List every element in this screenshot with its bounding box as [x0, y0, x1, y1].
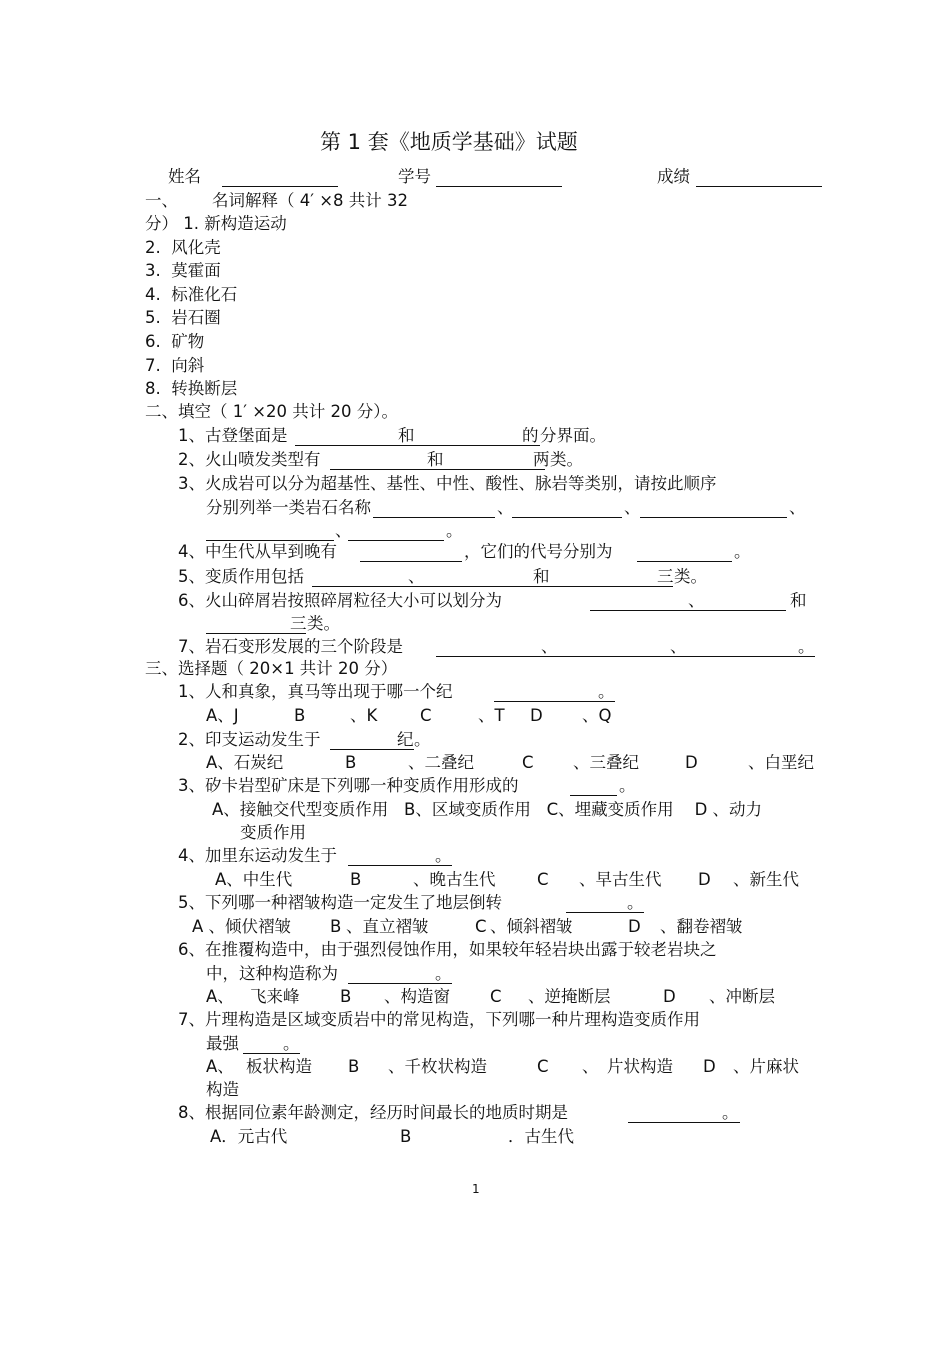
- option-a[interactable]: A、中生代: [215, 870, 293, 889]
- id-label: 学号: [398, 167, 431, 186]
- answer-blank[interactable]: [295, 425, 540, 446]
- option-b[interactable]: B: [345, 753, 357, 772]
- question-text: 2、印支运动发生于: [178, 730, 321, 749]
- section-2-heading: [0, 401, 950, 423]
- option-a[interactable]: A 、倾伏褶皱: [192, 917, 292, 936]
- question-text: 1、人和真象，真马等出现于哪一个纪: [178, 682, 453, 701]
- term: 4. 标准化石: [145, 285, 238, 304]
- question-text: 6、在推覆构造中，由于强烈侵蚀作用，如果较年轻岩块出露于较老岩块之: [178, 940, 717, 959]
- question-text: 4、中生代从早到晚有: [178, 542, 337, 561]
- option-d[interactable]: D: [663, 987, 676, 1006]
- option-a-text[interactable]: 板状构造: [246, 1057, 312, 1076]
- option-a[interactable]: A、石炭纪: [206, 753, 284, 772]
- name-field[interactable]: [222, 166, 338, 187]
- separator: 。: [619, 776, 636, 795]
- fill-question-7: [0, 636, 950, 658]
- term: 2. 风化壳: [145, 238, 221, 257]
- choice-options: [0, 916, 950, 938]
- choice-options: [0, 822, 950, 844]
- choice-question-7: [0, 1009, 950, 1031]
- option-b-text[interactable]: 、K: [350, 706, 378, 725]
- connector: 和: [398, 426, 415, 445]
- separator: 、: [335, 521, 352, 540]
- option-b[interactable]: B: [330, 917, 342, 936]
- list-item: [0, 237, 950, 259]
- separator: 。: [722, 1103, 739, 1122]
- option-d-text[interactable]: 、翻卷褶皱: [660, 917, 743, 936]
- question-text: 6、火山碎屑岩按照碎屑粒径大小可以划分为: [178, 591, 502, 610]
- separator: 。: [283, 1034, 300, 1053]
- answer-blank[interactable]: [640, 497, 787, 518]
- fill-question-1: [0, 425, 950, 447]
- option-d[interactable]: D: [530, 706, 543, 725]
- connector: 两: [533, 450, 550, 469]
- answer-blank[interactable]: [348, 520, 444, 541]
- options-text[interactable]: A、接触交代型变质作用 B、区域变质作用 C、埋藏变质作用 D 、动力: [212, 800, 763, 819]
- fill-question-6-line-2: [0, 613, 950, 635]
- answer-blank[interactable]: [637, 541, 732, 562]
- choice-options: [0, 1079, 950, 1101]
- option-b[interactable]: B: [294, 706, 306, 725]
- answer-blank[interactable]: [206, 520, 334, 541]
- list-item: [0, 355, 950, 377]
- section-title: 三、选择题（ 20×1 共计 20 分）: [145, 659, 398, 678]
- fill-question-6: [0, 590, 950, 612]
- question-text: 类。: [550, 450, 583, 469]
- connector: 纪: [397, 730, 414, 749]
- option-c[interactable]: C: [420, 706, 432, 725]
- option-d[interactable]: D: [698, 870, 711, 889]
- separator: 。: [798, 637, 815, 656]
- choice-options: [0, 986, 950, 1008]
- option-b-text[interactable]: 、晚古生代: [413, 870, 496, 889]
- choice-options: [0, 752, 950, 774]
- question-text: 4、加里东运动发生于: [178, 846, 337, 865]
- option-d[interactable]: D: [628, 917, 641, 936]
- separator: 。: [435, 846, 452, 865]
- choice-question-6-line-2: [0, 963, 950, 985]
- choice-question-2: [0, 729, 950, 751]
- connector: 和: [533, 567, 550, 586]
- choice-question-6: [0, 939, 950, 961]
- section-title: 二、填空（ 1′ ×20 共计 20 分）。: [145, 402, 399, 421]
- list-item: [0, 307, 950, 329]
- choice-question-3: [0, 775, 950, 797]
- question-text: 类。: [674, 567, 707, 586]
- option-a-text[interactable]: 飞来峰: [250, 987, 300, 1006]
- student-info-row: [0, 166, 950, 188]
- fill-question-2: [0, 449, 950, 471]
- term: 3. 莫霍面: [145, 261, 221, 280]
- option-c-sep[interactable]: 、: [582, 1057, 599, 1076]
- section-title: 名词解释（ 4′ ×8 共计 32: [212, 191, 409, 210]
- separator: 。: [598, 682, 615, 701]
- score-field[interactable]: [696, 166, 822, 187]
- option-b-text[interactable]: 、千枚状构造: [388, 1057, 487, 1076]
- separator: 。: [627, 893, 644, 912]
- question-text: 5、变质作用包括: [178, 567, 304, 586]
- choice-options: [0, 1126, 950, 1148]
- option-d-text[interactable]: 、白垩纪: [748, 753, 814, 772]
- option-a[interactable]: A．元古代: [210, 1127, 288, 1146]
- answer-blank[interactable]: [373, 497, 495, 518]
- fill-question-3-line-3: [0, 520, 950, 542]
- option-b[interactable]: B: [400, 1127, 412, 1146]
- answer-blank[interactable]: [360, 541, 462, 562]
- question-text: 类。: [307, 614, 340, 633]
- connector: 的: [522, 426, 539, 445]
- option-c[interactable]: C: [475, 917, 487, 936]
- term: 5. 岩石圈: [145, 308, 221, 327]
- separator: 、: [541, 637, 558, 656]
- option-c[interactable]: C: [490, 987, 502, 1006]
- list-item: [0, 213, 950, 235]
- question-text: 中，这种构造称为: [206, 964, 338, 983]
- list-item: [0, 284, 950, 306]
- question-text: 3、矽卡岩型矿床是下列哪一种变质作用形成的: [178, 776, 519, 795]
- choice-options: [0, 799, 950, 821]
- question-text: 分界面。: [540, 426, 606, 445]
- id-field[interactable]: [436, 166, 562, 187]
- option-d-text[interactable]: 、冲断层: [709, 987, 775, 1006]
- option-d-text[interactable]: 、片麻状: [733, 1057, 799, 1076]
- choice-options: [0, 1056, 950, 1078]
- choice-question-1: [0, 681, 950, 703]
- question-text: 最强: [206, 1034, 239, 1053]
- option-c-text[interactable]: 、逆掩断层: [528, 987, 611, 1006]
- separator: 、: [408, 567, 425, 586]
- separator: 、: [497, 498, 514, 517]
- option-c-text[interactable]: 、倾斜褶皱: [490, 917, 573, 936]
- connector: 和: [790, 591, 807, 610]
- list-item: [0, 331, 950, 353]
- option-a[interactable]: A、: [206, 987, 234, 1006]
- connector: 和: [427, 450, 444, 469]
- question-text: 2、火山喷发类型有: [178, 450, 321, 469]
- page-title: 第 1 套《地质学基础》试题: [320, 130, 578, 154]
- page-number: 1: [472, 1182, 480, 1196]
- question-text: 7、岩石变形发展的三个阶段是: [178, 637, 403, 656]
- option-c-text[interactable]: 、三叠纪: [573, 753, 639, 772]
- choice-options: [0, 869, 950, 891]
- choice-options: [0, 705, 950, 727]
- option-a[interactable]: A、J: [206, 706, 239, 725]
- question-text: 8、根据同位素年龄测定，经历时间最长的地质时期是: [178, 1103, 568, 1122]
- choice-question-4: [0, 845, 950, 867]
- separator: 、: [624, 498, 641, 517]
- separator: 。: [435, 964, 452, 983]
- option-c-text[interactable]: 片状构造: [607, 1057, 673, 1076]
- option-d[interactable]: D: [685, 753, 698, 772]
- option-d-text[interactable]: 、新生代: [733, 870, 799, 889]
- question-text: ，它们的代号分别为: [464, 542, 613, 561]
- answer-blank[interactable]: [494, 681, 615, 702]
- fill-question-3: [0, 473, 950, 495]
- answer-blank[interactable]: [570, 775, 617, 796]
- fill-question-4: [0, 541, 950, 563]
- option-d[interactable]: D: [703, 1057, 716, 1076]
- connector: 三: [657, 567, 674, 586]
- question-text: 5、下列哪一种褶皱构造一定发生了地层倒转: [178, 893, 502, 912]
- answer-blank[interactable]: [312, 566, 673, 587]
- options-text[interactable]: 变质作用: [240, 823, 306, 842]
- section-number: 一、: [145, 191, 178, 210]
- option-b-text[interactable]: 、二叠纪: [408, 753, 474, 772]
- answer-blank[interactable]: [512, 497, 622, 518]
- list-item: [0, 378, 950, 400]
- separator: 。: [414, 730, 431, 749]
- term: 7. 向斜: [145, 356, 205, 375]
- term: 6. 矿物: [145, 332, 205, 351]
- fill-question-5: [0, 566, 950, 588]
- name-label: 姓名: [168, 167, 201, 186]
- answer-blank[interactable]: [436, 636, 815, 657]
- separator: 。: [446, 521, 463, 540]
- option-b[interactable]: B: [340, 987, 352, 1006]
- option-c-text[interactable]: 、T: [478, 706, 505, 725]
- option-b-text[interactable]: 、直立褶皱: [346, 917, 429, 936]
- score-label: 成绩: [657, 167, 690, 186]
- question-text: 7、片理构造是区域变质岩中的常见构造，下列哪一种片理构造变质作用: [178, 1010, 700, 1029]
- separator: 、: [688, 591, 705, 610]
- option-a[interactable]: A、: [206, 1057, 234, 1076]
- separator: 、: [789, 498, 806, 517]
- option-d-text[interactable]: 、Q: [582, 706, 612, 725]
- section-1-heading: [0, 190, 950, 212]
- option-b[interactable]: B: [348, 1057, 360, 1076]
- section-3-heading: [0, 658, 950, 680]
- option-d-text-cont[interactable]: 构造: [206, 1080, 239, 1099]
- separator: 。: [734, 542, 751, 561]
- question-text: 1、古登堡面是: [178, 426, 288, 445]
- option-c[interactable]: C: [522, 753, 534, 772]
- term-1: 分） 1. 新构造运动: [145, 214, 287, 233]
- option-b-text[interactable]: 、构造窗: [384, 987, 450, 1006]
- option-c-text[interactable]: 、早古生代: [579, 870, 662, 889]
- option-c[interactable]: C: [537, 1057, 549, 1076]
- option-b-text[interactable]: ．古生代: [508, 1127, 574, 1146]
- choice-question-8: [0, 1102, 950, 1124]
- separator: 、: [670, 637, 687, 656]
- question-text: 3、火成岩可以分为超基性、基性、中性、酸性、脉岩等类别，请按此顺序: [178, 474, 717, 493]
- connector: 三: [290, 614, 307, 633]
- list-item: [0, 260, 950, 282]
- question-text: 分别列举一类岩石名称: [206, 498, 371, 517]
- option-c[interactable]: C: [537, 870, 549, 889]
- choice-question-5: [0, 892, 950, 914]
- term: 8. 转换断层: [145, 379, 238, 398]
- option-b[interactable]: B: [350, 870, 362, 889]
- choice-question-7-line-2: [0, 1033, 950, 1055]
- fill-question-3-line-2: [0, 497, 950, 519]
